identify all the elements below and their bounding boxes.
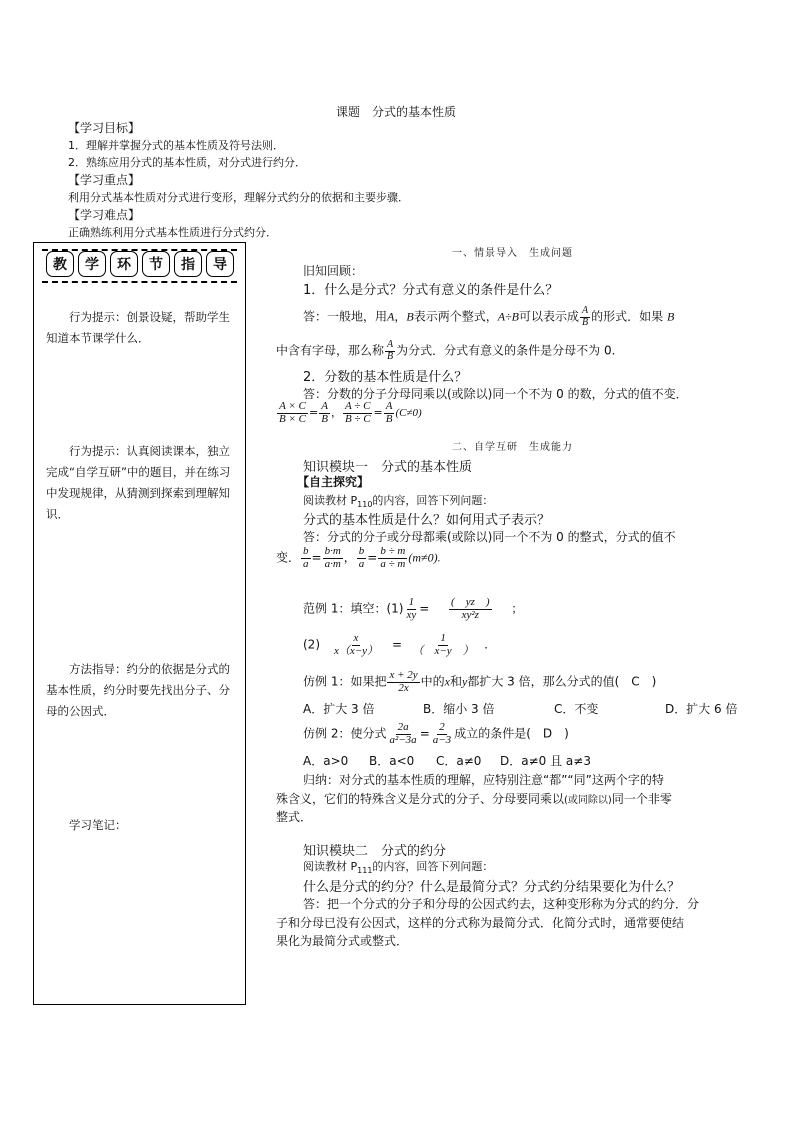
property-answer-line2: 变． $\frac{b}{a}$ = $\frac{b\cdot m}{a\cdot m}$ ， $\frac{b}{a}$ = $\frac{b \div m}{a \div m}$ (m≠0). [276,545,441,570]
focus-text: 利用分式基本性质对分式进行变形，理解分式约分的依据和主要步骤． [68,191,409,204]
guide-char: 教 [46,251,74,277]
read-instruction-1: 阅读教材 $P_{110}$的内容，回答下列问题： [303,494,494,510]
guide-char: 学 [78,251,106,277]
read-instruction-2: 阅读教材 $P_{111}$的内容，回答下列问题： [303,860,494,876]
example-1-part1: 范例 1：填空：(1) $\frac{1}{xy}$ = $\frac{( yz )}{\text{xy²z}}$ ； [303,596,524,621]
guide-header [42,249,237,279]
reduction-question: 什么是分式的约分？什么是最简分式？分式约分结果要化为什么？ [303,880,681,895]
similar-1-option-c: C．不变 [554,702,599,716]
review-answer-1: 答：一般地，用A，B表示两个整式，A÷B可以表示成 $\frac{A}{B}$ 的形式．如果 B [303,305,675,328]
similar-2-option-d: D．a≠0 且 a≠3 [500,754,591,768]
review-label: 旧知回顾： [303,264,364,278]
page-title: 课题 分式的基本性质 [336,105,457,119]
goal-1: 1．理解并掌握分式的基本性质及符号法则． [68,139,284,152]
review-question-1: 1．什么是分式？分式有意义的条件是什么？ [303,283,559,298]
review-question-2: 2．分数的基本性质是什么？ [303,370,468,385]
fraction-a-over-b: $\frac{A}{B}$ [582,305,589,328]
similar-1-option-b: B．缩小 3 倍 [423,702,495,716]
explore-heading: 【自主探究】 [297,475,370,489]
summary-line-2: 殊含义，它们的特殊含义是分式的分子、分母要同乘以(或同除以)同一个非零 [276,792,672,806]
fraction-a-over-b: $\frac{A}{B}$ [387,339,394,362]
summary-line-3: 整式． [276,810,313,824]
section-2-heading: 二、自学互研 生成能力 [452,442,573,453]
property-question: 分式的基本性质是什么？如何用式子表示？ [303,513,551,528]
reduction-answer-line2: 子和分母已没有公因式，这样的分式称为最简分式．化简分式时，通常要使结 [276,916,685,930]
section-1-heading: 一、情景导入 生成问题 [452,248,573,259]
similar-2-option-a: A．a>0 [303,754,349,768]
similar-1-option-a: A．扩大 3 倍 [303,702,375,716]
guide-char: 环 [110,251,138,277]
guide-sidebar [33,242,246,1005]
goals-heading: 【学习目标】 [68,121,141,135]
reduction-answer-line3: 果化为最简分式或整式． [276,934,409,948]
similar-example-1: 仿例 1：如果把 $\frac{x + 2y}{2x}$ 中的x和y都扩大 3 倍，那么分式的值( C ) [303,669,657,694]
similar-1-option-d: D．扩大 6 倍 [665,702,738,716]
guide-char: 节 [142,251,170,277]
similar-2-option-c: C．a≠0 [436,754,482,768]
module-2-title: 知识模块二 分式的约分 [303,844,447,859]
difficulty-text: 正确熟练利用分式基本性质进行分式约分． [68,226,277,239]
sidebar-tip-3: 方法指导：约分的依据是分式的基本性质，约分时要先找出分子、分母的公因式． [46,662,230,718]
reduction-answer-line1: 答：把一个分式的分子和分母的公因式约去，这种变形称为分式的约分．分 [303,897,700,911]
difficulty-heading: 【学习难点】 [68,208,141,222]
review-answer-2: 答：分数的分子分母同乘以(或除以)同一个不为 0 的数，分式的值不变． [303,387,688,401]
sidebar-tip-2: 行为提示：认真阅读课本，独立完成“自学互研”中的题目，并在练习中发现规律，从猜测到探索到理解知识． [46,444,231,521]
example-1-part2: (2) $\frac{x}{x(x-y)}$ = $\frac{1}{( x-y )}$ . [303,632,488,657]
sidebar-tip-1: 行为提示：创景设疑，帮助学生知道本节课学什么． [46,310,230,345]
sidebar-notes: 学习笔记： [69,818,127,832]
property-answer-line1: 答：分式的分子或分母都乘(或除以)同一个不为 0 的整式，分式的值不 [303,530,676,544]
guide-char: 指 [174,251,202,277]
review-answer-1-line2: 中含有字母，那么称 $\frac{A}{B}$ 为分式．分式有意义的条件是分母不为 0. [276,339,616,362]
module-1-title: 知识模块一 分式的基本性质 [303,460,473,475]
summary-line-1: 归纳：对分式的基本性质的理解，应特别注意“都”“同”这两个字的特 [303,773,664,787]
similar-example-2: 仿例 2：使分式 $\frac{2a}{\text{a²−3a}}$ = $\frac{2}{a-3}$ 成立的条件是( D ) [303,721,569,746]
guide-char: 导 [206,251,234,277]
similar-2-option-b: B．a<0 [369,754,415,768]
goal-2: 2．熟练应用分式的基本性质，对分式进行约分． [68,156,306,169]
fraction-property-formula: $\frac{A \times C}{B \times C}$ = $\frac{A}{B}$ ， $\frac{A \div C}{B \div C}$ = $\frac{A}{B}$ (C≠0) [279,400,422,425]
focus-heading: 【学习重点】 [68,173,141,187]
